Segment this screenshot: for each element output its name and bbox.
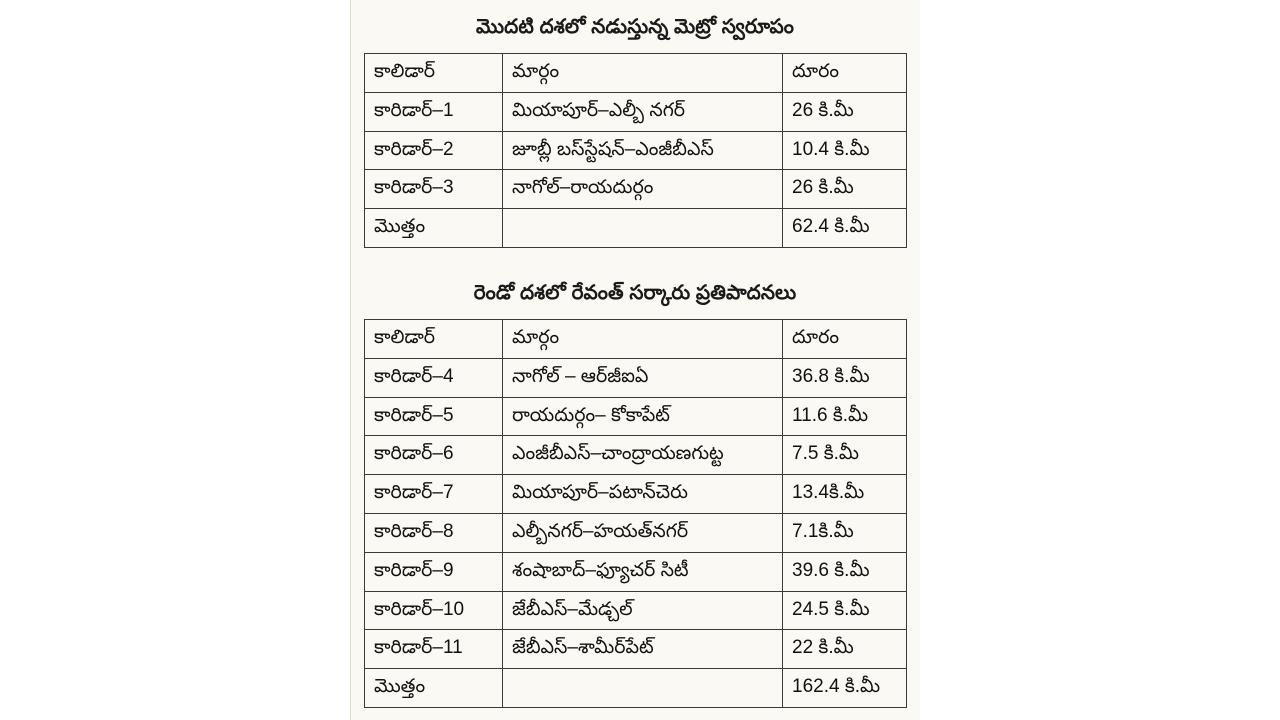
cell-route: నాగోల్ – ఆర్‌జీఐఏ xyxy=(503,358,783,397)
cell-corridor: కారిడార్–8 xyxy=(365,513,503,552)
table-total-row xyxy=(365,669,907,708)
table-row xyxy=(365,475,907,514)
cell-corridor: కారిడార్–10 xyxy=(365,591,503,630)
cell-corridor: కారిడార్–4 xyxy=(365,358,503,397)
cell-route: జేబీఎస్–శామీర్‌పేట్ xyxy=(503,630,783,669)
cell-route: ఎంజీబీఎస్–చాంద్రాయణగుట్ట xyxy=(503,436,783,475)
cell-corridor: కారిడార్–6 xyxy=(365,436,503,475)
cell-distance: 36.8 కి.మీ xyxy=(783,358,907,397)
table-header-row xyxy=(365,54,907,93)
cell-route: మియాపూర్–ఎల్బీ నగర్ xyxy=(503,92,783,131)
table-row xyxy=(365,591,907,630)
table-total-row xyxy=(365,209,907,248)
cell-corridor: కారిడార్–1 xyxy=(365,92,503,131)
cell-total-empty xyxy=(503,669,783,708)
column-header-distance: దూరం xyxy=(783,54,907,93)
cell-corridor: కారిడార్–11 xyxy=(365,630,503,669)
cell-total-empty xyxy=(503,209,783,248)
column-header-route: మార్గం xyxy=(503,319,783,358)
cell-route: జూబ్లీ బస్‌స్టేషన్–ఎంజీబీఎస్ xyxy=(503,131,783,170)
table-row xyxy=(365,358,907,397)
cell-distance: 11.6 కి.మీ xyxy=(783,397,907,436)
cell-route: రాయదుర్గం– కోకాపేట్ xyxy=(503,397,783,436)
table-row xyxy=(365,552,907,591)
cell-distance: 7.5 కి.మీ xyxy=(783,436,907,475)
table-row xyxy=(365,436,907,475)
section-1-title: మొదటి దశలో నడుస్తున్న మెట్రో స్వరూపం xyxy=(475,16,795,38)
cell-total-label: మొత్తం xyxy=(365,209,503,248)
cell-distance: 39.6 కి.మీ xyxy=(783,552,907,591)
cell-corridor: కారిడార్–9 xyxy=(365,552,503,591)
cell-distance: 7.1కి.మీ xyxy=(783,513,907,552)
cell-total-distance: 162.4 కి.మీ xyxy=(783,669,907,708)
table-row xyxy=(365,513,907,552)
cell-distance: 26 కి.మీ xyxy=(783,170,907,209)
cell-distance: 13.4కి.మీ xyxy=(783,475,907,514)
phase-2-table xyxy=(364,319,907,708)
article-content xyxy=(350,0,920,720)
cell-corridor: కారిడార్–3 xyxy=(365,170,503,209)
cell-corridor: కారిడార్–5 xyxy=(365,397,503,436)
cell-distance: 26 కి.మీ xyxy=(783,92,907,131)
cell-distance: 10.4 కి.మీ xyxy=(783,131,907,170)
cell-route: శంషాబాద్–ఫ్యూచర్ సిటీ xyxy=(503,552,783,591)
cell-total-label: మొత్తం xyxy=(365,669,503,708)
cell-route: మియాపూర్–పటాన్‌చెరు xyxy=(503,475,783,514)
column-header-distance: దూరం xyxy=(783,319,907,358)
phase-1-table xyxy=(364,53,907,248)
cell-corridor: కారిడార్–2 xyxy=(365,131,503,170)
cell-route: జేబీఎస్–మేడ్చల్ xyxy=(503,591,783,630)
cell-corridor: కారిడార్–7 xyxy=(365,475,503,514)
table-row xyxy=(365,630,907,669)
table-row xyxy=(365,170,907,209)
cell-distance: 22 కి.మీ xyxy=(783,630,907,669)
section-2-title: రెండో దశలో రేవంత్ సర్కారు ప్రతిపాదనలు xyxy=(473,281,797,304)
table-row xyxy=(365,397,907,436)
cell-route: ఎల్బీనగర్–హయత్‌నగర్ xyxy=(503,513,783,552)
table-row xyxy=(365,131,907,170)
column-header-corridor: కాలిడార్ xyxy=(365,319,503,358)
table-header-row xyxy=(365,319,907,358)
column-header-route: మార్గం xyxy=(503,54,783,93)
section-spacer xyxy=(364,248,906,274)
table-row xyxy=(365,92,907,131)
cell-route: నాగోల్–రాయదుర్గం xyxy=(503,170,783,209)
cell-total-distance: 62.4 కి.మీ xyxy=(783,209,907,248)
cell-distance: 24.5 కి.మీ xyxy=(783,591,907,630)
column-header-corridor: కాలిడార్ xyxy=(365,54,503,93)
